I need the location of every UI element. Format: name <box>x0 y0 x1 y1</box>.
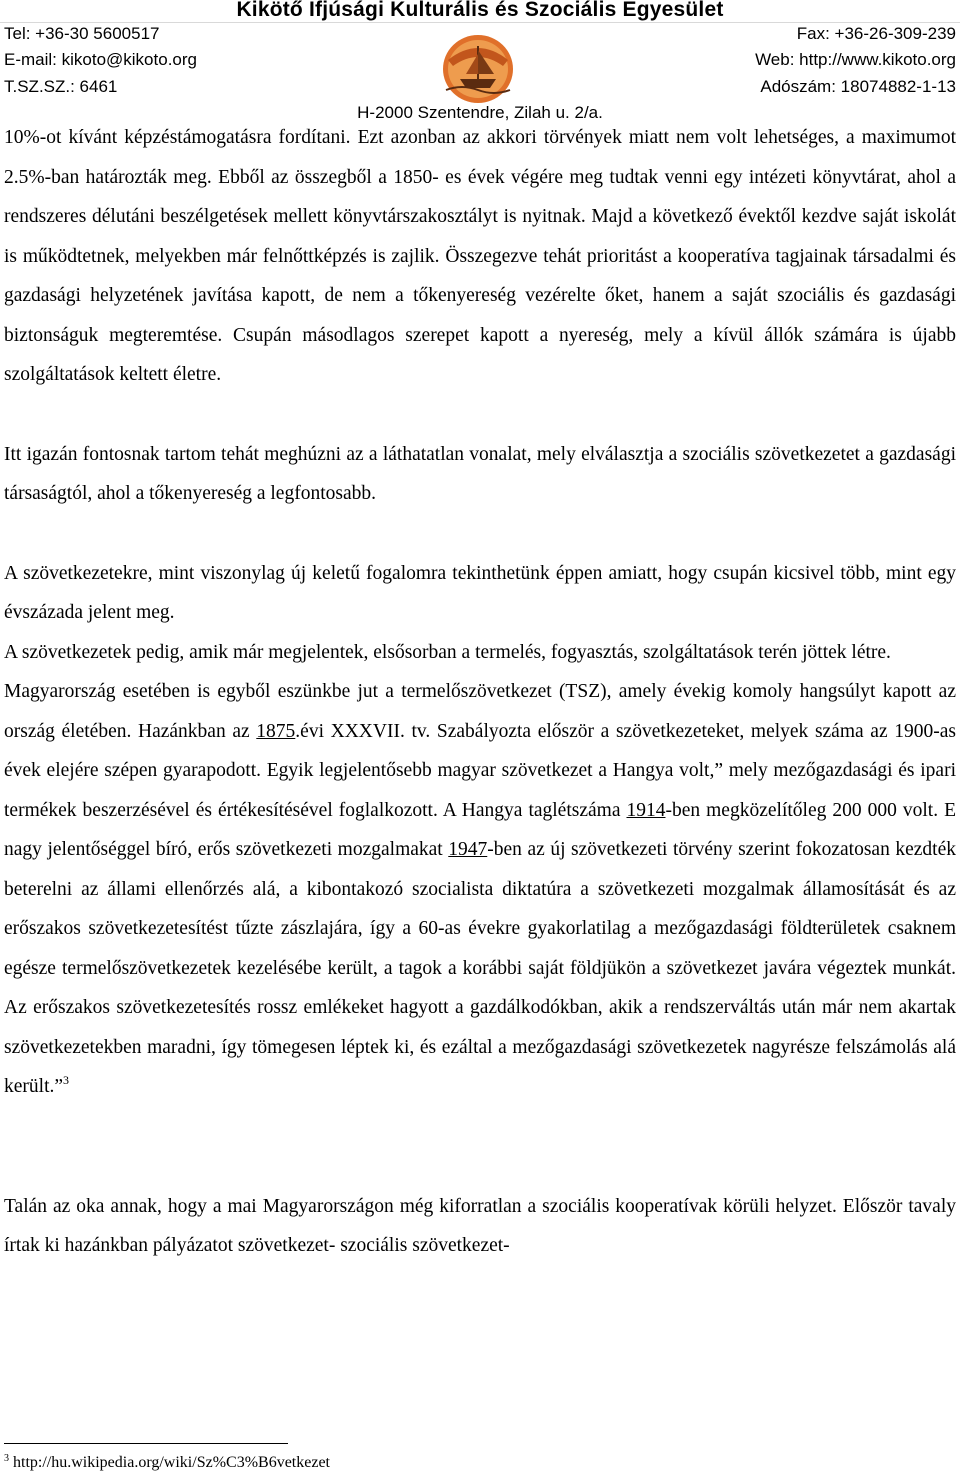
header-address: H-2000 Szentendre, Zilah u. 2/a. <box>357 103 603 122</box>
header-web: Web: http://www.kikoto.org <box>755 50 956 69</box>
header-email: E-mail: kikoto@kikoto.org <box>4 50 197 69</box>
year-link-1914[interactable]: 1914 <box>626 799 666 821</box>
paragraph-6: Talán az oka annak, hogy a mai Magyarországon még kiforratlan a szociális kooperatívak körüli helyzet. Először tavaly írtak ki hazánkban pályázatot szövetkezet- szociális szövetkezet- <box>4 1195 956 1256</box>
header-tszsz: T.SZ.SZ.: 6461 <box>4 77 118 96</box>
footnote-separator <box>4 1443 288 1444</box>
paragraph-gap <box>4 1147 956 1187</box>
header-fax: Fax: +36-26-309-239 <box>796 24 956 43</box>
paragraph-2: Itt igazán fontosnak tartom tehát meghúzni az a láthatatlan vonalat, mely elválasztja a szociális szövetkezetet a gazdasági társaságtól, ahol a tőkenyereség a legfontosabb. <box>4 443 956 504</box>
header-rule <box>0 22 960 23</box>
organization-logo <box>398 24 558 106</box>
paragraph-gap <box>4 1107 956 1147</box>
paragraph-5-text-c: -ben megközelítőleg 200 000 volt. E nagy jelentőséggel bíró, erős szövetkezeti mozgalmakat <box>4 799 956 860</box>
year-link-1875[interactable]: 1875 <box>256 720 296 742</box>
paragraph-5-text-b: .évi XXXVII. tv. Szabályozta először a szövetkezeteket, melyek száma az 1900-as évek elejére szépen gyarapodott. Egyik legjelentősebb magyar szövetkezet a Hangya volt,” mely mezőgazdasági és ipari termékek beszerzésével és értékesítésével foglalkozott. A Hangya taglétszáma <box>4 720 956 821</box>
footnote-url[interactable]: http://hu.wikipedia.org/wiki/Sz%C3%B6vetkezet <box>9 1454 330 1471</box>
letterhead <box>0 0 960 122</box>
footnote-reference[interactable]: 3 <box>63 1073 70 1087</box>
header-tel: Tel: +36-30 5600517 <box>4 24 160 43</box>
header-tax-number: Adószám: 18074882-1-13 <box>760 77 956 96</box>
paragraph-1: 10%-ot kívánt képzéstámogatásra fordítani. Ezt azonban az akkori törvények miatt nem volt lehetséges, a maximumot 2.5%-ban határozták meg. Ebből az összegből a 1850- es évek végére meg tudtak venni egy intézeti könyvtárat, ahol a rendszeres délutáni beszélgetések mellett könyvtárszakosztályt is nyitnak. Majd a következő évektől kezdve saját iskolát is működtetnek, melyekben már felnőttképzés is zajlik. Összegezve tehát prioritást a kooperatíva tagjainak társadalmi és gazdasági helyzetének javítása kapott, de nem a tőkenyereség vezérelte őket, hanem a saját szociális és gazdasági biztonságuk megteremtése. Csupán másodlagos szerepet kapott a nyereség, mely a kívül állók számára is újabb szolgáltatások keltett életre. <box>4 127 956 385</box>
paragraph-4: A szövetkezetek pedig, amik már megjelentek, elsősorban a termelés, fogyasztás, szolgáltatások terén jöttek létre. <box>4 641 891 663</box>
paragraph-5 <box>4 672 956 1107</box>
paragraph-5-text-d: -ben az új szövetkezeti törvény szerint fokozatosan kezdték beterelni az állami ellenőrzés alá, a kibontakozó szocialista diktatúra a szövetkezeti mozgalmak államosítását és az erőszakos szövetkezetesítést tűzte zászlajára, így a 60-as évekre gyakorlatilag a mezőgazdasági földterületek csaknem egésze termelőszövetkezetek kezelésébe került, a tagok a korábbi saját földjükön a szövetkezet javára végeztek munkát. Az erőszakos szövetkezetesítés rossz emlékeket hagyott a gazdálkodókban, akik a rendszerváltás után már nem akartak szövetkezetekben maradni, így tömegesen léptek ki, és ezáltal a mezőgazdasági szövetkezetek nagyrésze felszámolás alá került.” <box>4 839 956 1097</box>
paragraph-3: A szövetkezetekre, mint viszonylag új keletű fogalomra tekinthetünk éppen amiatt, hogy csupán kicsivel több, mint egy évszázada jelent meg. <box>4 562 956 623</box>
paragraph-5-text-a: Magyarország esetében is egyből eszünkbe jut a termelőszövetkezet (TSZ), amely évekig komoly hangsúlyt kapott az ország életében. Hazánkban az <box>4 681 956 742</box>
organization-name: Kikötő Ifjúsági Kulturális és Szociális Egyesület <box>236 0 724 21</box>
paragraph-gap <box>4 514 956 554</box>
paragraph-gap <box>4 395 956 435</box>
document-body <box>4 118 956 1266</box>
footnote-number: 3 <box>4 1453 9 1464</box>
footnote <box>4 1454 330 1472</box>
year-link-1947[interactable]: 1947 <box>448 839 488 860</box>
